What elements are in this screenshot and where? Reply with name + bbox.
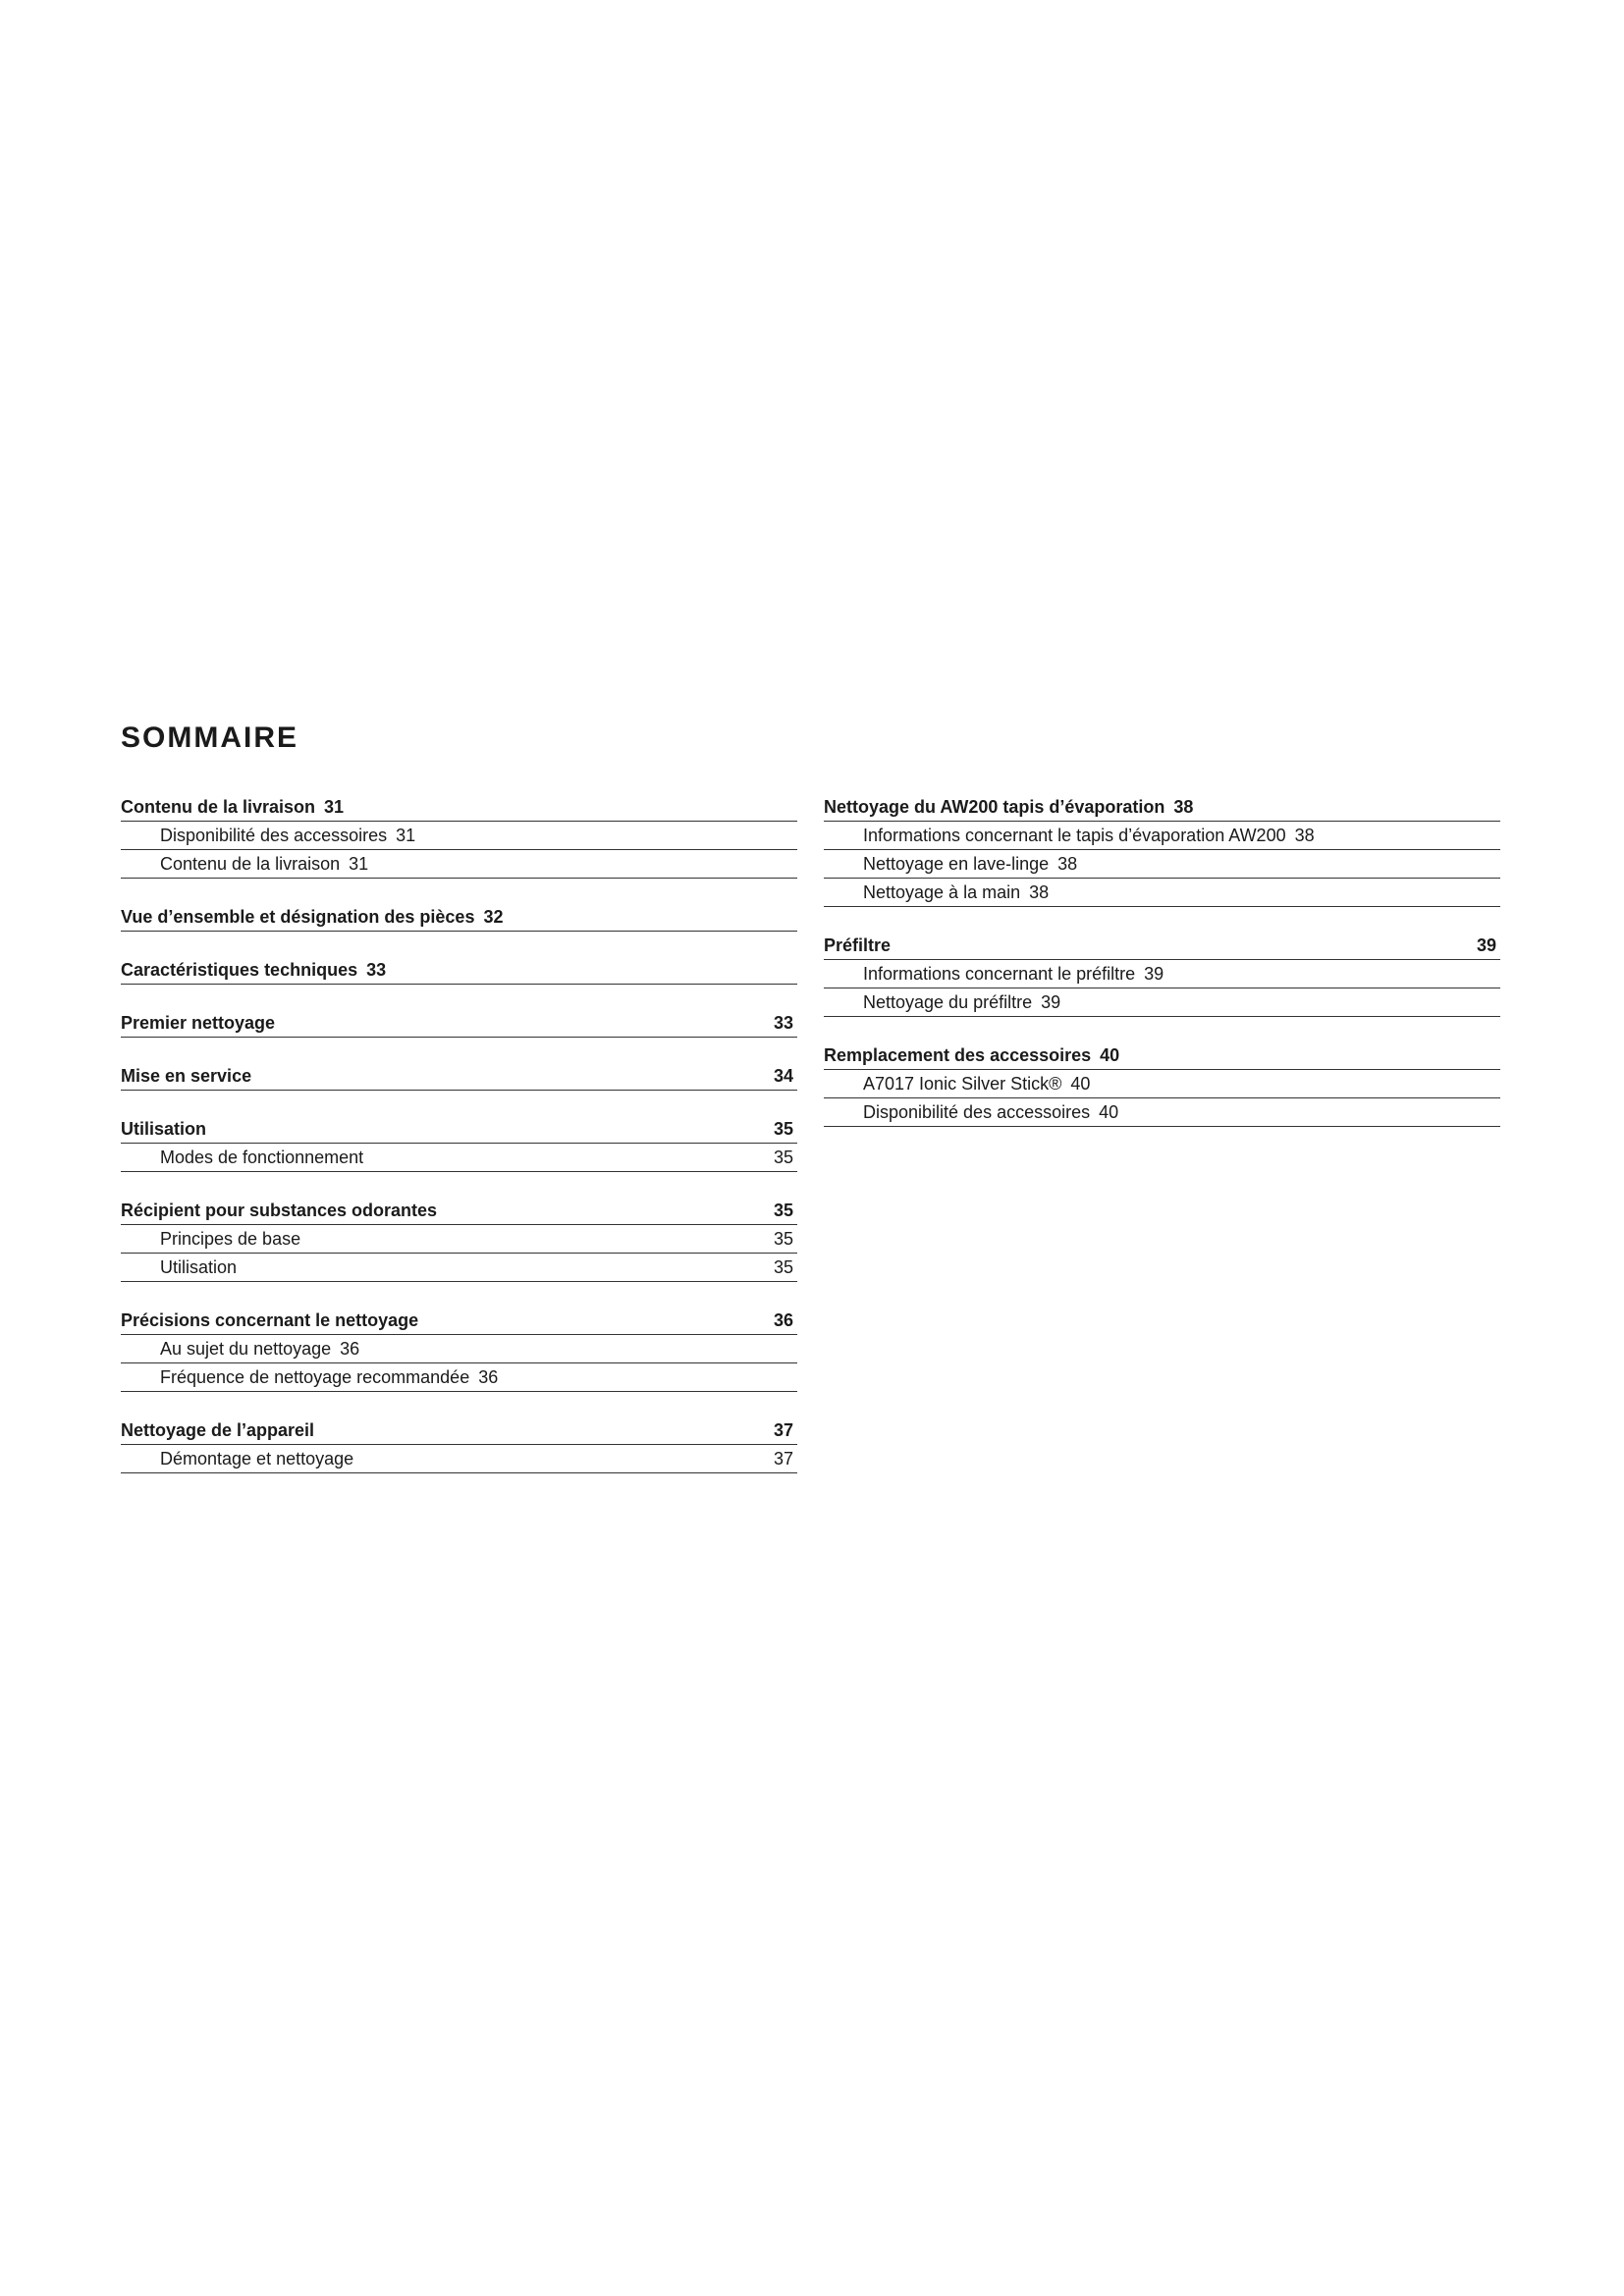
toc-section bbox=[121, 1062, 797, 1091]
page-title: SOMMAIRE bbox=[121, 721, 298, 754]
toc-subentry-title: Principes de base bbox=[160, 1229, 301, 1249]
toc-subentry-title: Fréquence de nettoyage recommandée bbox=[160, 1367, 470, 1387]
toc-heading-title: Caractéristiques techniques bbox=[121, 960, 358, 980]
toc-subentry-title: Nettoyage du préfiltre bbox=[863, 992, 1033, 1012]
toc-section bbox=[121, 793, 797, 879]
toc-section bbox=[121, 1416, 797, 1473]
toc-subentry-page: 38 bbox=[1294, 826, 1315, 845]
toc-heading-title: Récipient pour substances odorantes bbox=[121, 1201, 438, 1220]
toc-subentry[interactable] bbox=[121, 822, 797, 850]
toc-left-column bbox=[121, 793, 797, 1498]
toc-subentry[interactable] bbox=[121, 1254, 797, 1282]
toc-section bbox=[824, 793, 1500, 907]
toc-subentry[interactable] bbox=[824, 822, 1500, 850]
toc-section bbox=[824, 932, 1500, 1017]
toc-subentry-page: 36 bbox=[340, 1339, 360, 1359]
toc-section bbox=[121, 1009, 797, 1038]
toc-heading-title: Remplacement des accessoires bbox=[824, 1045, 1092, 1065]
toc-heading-title: Nettoyage du AW200 tapis d’évaporation bbox=[824, 797, 1165, 817]
toc-heading-title: Mise en service bbox=[121, 1066, 252, 1086]
toc-subentry-title: Modes de fonctionnement bbox=[160, 1148, 364, 1167]
toc-heading[interactable] bbox=[824, 1041, 1500, 1070]
toc-subentry-title: Disponibilité des accessoires bbox=[863, 1102, 1091, 1122]
toc-subentry-title: Nettoyage à la main bbox=[863, 882, 1021, 902]
toc-heading-title: Contenu de la livraison bbox=[121, 797, 316, 817]
toc-subentry-page: 39 bbox=[1041, 992, 1061, 1012]
toc-heading-page: 31 bbox=[324, 797, 345, 817]
toc-subentry-title: Contenu de la livraison bbox=[160, 854, 341, 874]
toc-subentry-page: 38 bbox=[1029, 882, 1050, 902]
toc-section bbox=[824, 1041, 1500, 1127]
toc-heading-page: 36 bbox=[773, 1310, 793, 1330]
toc-heading-title: Vue d’ensemble et désignation des pièces bbox=[121, 907, 475, 927]
toc-subentry-page: 35 bbox=[773, 1148, 793, 1167]
toc-subentry[interactable] bbox=[824, 850, 1500, 879]
toc-heading-title: Précisions concernant le nettoyage bbox=[121, 1310, 419, 1330]
toc-heading-page: 39 bbox=[1476, 935, 1496, 955]
toc-subentry-page: 39 bbox=[1144, 964, 1164, 984]
toc-heading-page: 32 bbox=[483, 907, 504, 927]
toc-heading-title: Premier nettoyage bbox=[121, 1013, 276, 1033]
toc-subentry[interactable] bbox=[824, 988, 1500, 1017]
toc-heading[interactable] bbox=[121, 1115, 797, 1144]
toc-subentry[interactable] bbox=[121, 1335, 797, 1363]
toc-heading-page: 33 bbox=[366, 960, 387, 980]
toc-subentry-page: 31 bbox=[349, 854, 369, 874]
toc-section bbox=[121, 1307, 797, 1392]
toc-heading-page: 35 bbox=[773, 1201, 793, 1220]
toc-heading-page: 34 bbox=[773, 1066, 793, 1086]
toc-heading[interactable] bbox=[824, 793, 1500, 822]
toc-subentry[interactable] bbox=[121, 1144, 797, 1172]
toc-subentry-title: Nettoyage en lave-linge bbox=[863, 854, 1050, 874]
toc-subentry[interactable] bbox=[824, 960, 1500, 988]
toc-heading[interactable] bbox=[121, 1307, 797, 1335]
toc-heading-page: 33 bbox=[773, 1013, 793, 1033]
toc-subentry-page: 35 bbox=[773, 1257, 793, 1277]
toc-subentry-page: 36 bbox=[478, 1367, 499, 1387]
toc-heading-title: Préfiltre bbox=[824, 935, 892, 955]
toc-subentry[interactable] bbox=[121, 1363, 797, 1392]
toc-subentry-title: Démontage et nettoyage bbox=[160, 1449, 354, 1468]
toc-subentry-title: Informations concernant le préfiltre bbox=[863, 964, 1136, 984]
toc-subentry-page: 38 bbox=[1057, 854, 1078, 874]
toc-subentry-page: 40 bbox=[1099, 1102, 1119, 1122]
toc-heading[interactable] bbox=[121, 1197, 797, 1225]
toc-heading-title: Utilisation bbox=[121, 1119, 207, 1139]
toc-subentry-title: Au sujet du nettoyage bbox=[160, 1339, 332, 1359]
toc-subentry-title: Informations concernant le tapis d’évaporation AW200 bbox=[863, 826, 1286, 845]
toc-subentry[interactable] bbox=[121, 1445, 797, 1473]
toc-heading[interactable] bbox=[121, 956, 797, 985]
toc-heading-page: 35 bbox=[773, 1119, 793, 1139]
toc-heading[interactable] bbox=[121, 903, 797, 932]
toc-subentry-page: 31 bbox=[396, 826, 416, 845]
toc-section bbox=[121, 1197, 797, 1282]
toc-heading[interactable] bbox=[824, 932, 1500, 960]
toc-heading[interactable] bbox=[121, 1062, 797, 1091]
toc-subentry-title: A7017 Ionic Silver Stick® bbox=[863, 1074, 1062, 1094]
toc-section bbox=[121, 1115, 797, 1172]
toc-subentry[interactable] bbox=[121, 1225, 797, 1254]
toc-subentry[interactable] bbox=[824, 1070, 1500, 1098]
toc-heading-page: 40 bbox=[1100, 1045, 1120, 1065]
toc-subentry[interactable] bbox=[824, 879, 1500, 907]
toc-subentry[interactable] bbox=[121, 850, 797, 879]
toc-heading-page: 37 bbox=[773, 1420, 793, 1440]
toc-heading-title: Nettoyage de l’appareil bbox=[121, 1420, 315, 1440]
toc-subentry-title: Disponibilité des accessoires bbox=[160, 826, 388, 845]
toc-heading[interactable] bbox=[121, 1416, 797, 1445]
toc-subentry-page: 37 bbox=[773, 1449, 793, 1468]
toc-heading[interactable] bbox=[121, 793, 797, 822]
toc-subentry-title: Utilisation bbox=[160, 1257, 238, 1277]
toc-subentry[interactable] bbox=[824, 1098, 1500, 1127]
toc-heading-page: 38 bbox=[1173, 797, 1194, 817]
toc-right-column bbox=[824, 793, 1500, 1151]
toc-section bbox=[121, 903, 797, 932]
toc-section bbox=[121, 956, 797, 985]
toc-heading[interactable] bbox=[121, 1009, 797, 1038]
toc-subentry-page: 40 bbox=[1070, 1074, 1091, 1094]
toc-subentry-page: 35 bbox=[773, 1229, 793, 1249]
